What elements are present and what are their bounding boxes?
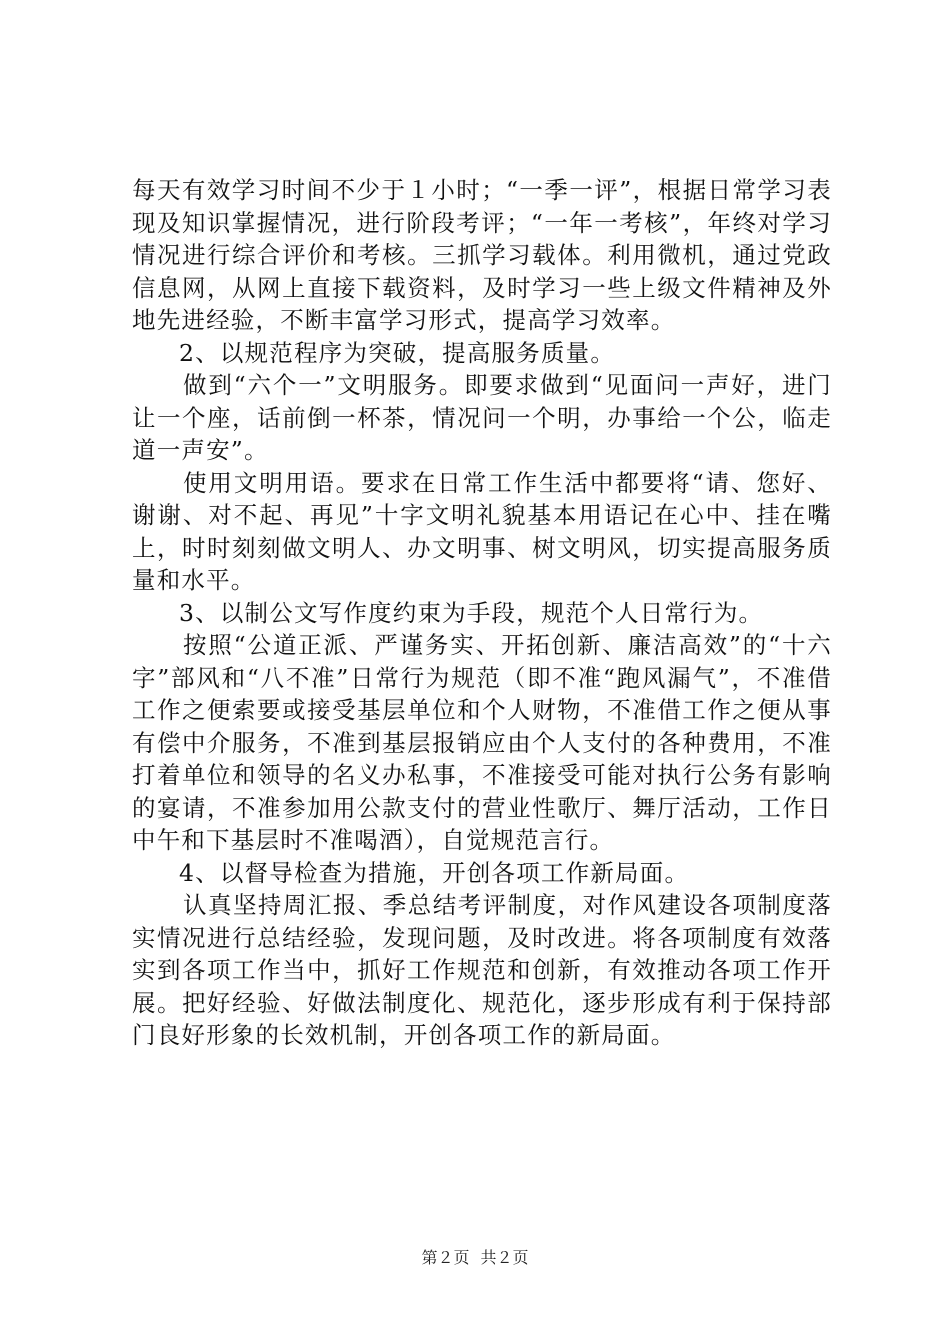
section-heading-3: 3、以制公文写作度约束为手段，规范个人日常行为。	[179, 598, 764, 627]
paragraph-civil-language: 使用文明用语。要求在日常工作生活中都要将“请、您好、谢谢、对不起、再见”十字文明礼貌基本用语记在心中、挂在嘴上，时时刻刻做文明人、办文明事、树文明风，切实提高服务质量和水平。	[132, 468, 832, 594]
paragraph-six-ones: 做到“六个一”文明服务。即要求做到“见面问一声好，进门让一个座，话前倒一杯茶，情况问一个明，办事给一个公，临走道一声安”。	[132, 371, 832, 464]
section-heading-4: 4、以督导检查为措施，开创各项工作新局面。	[179, 858, 690, 887]
page-footer	[0, 1245, 950, 1268]
paragraph-conduct-rules: 按照“公道正派、严谨务实、开拓创新、廉洁高效”的“十六字”部风和“八不准”日常行为规范（即不准“跑风漏气”，不准借工作之便索要或接受基层单位和个人财物，不准借工作之便从事有偿中介服务，不准到基层报销应由个人支付的各种费用，不准打着单位和领导的名义办私事，不准接受可能对执行公务有影响的宴请，不准参加用公款支付的营业性歌厅、舞厅活动，工作日中午和下基层时不准喝酒），自觉规范言行。	[132, 631, 832, 854]
section-heading-2: 2、以规范程序为突破，提高服务质量。	[179, 338, 616, 367]
paragraph-continuation: 每天有效学习时间不少于１小时；“一季一评”，根据日常学习表现及知识掌握情况，进行阶段考评；“一年一考核”，年终对学习情况进行综合评价和考核。三抓学习载体。利用微机，通过党政信息网，从网上直接下载资料，及时学习一些上级文件精神及外地先进经验，不断丰富学习形式，提高学习效率。	[132, 176, 832, 334]
page-total: 共２页	[480, 1248, 529, 1267]
page-number: 第２页	[421, 1248, 470, 1267]
document-body	[132, 174, 832, 1052]
paragraph-supervision: 认真坚持周汇报、季总结考评制度，对作风建设各项制度落实情况进行总结经验，发现问题，及时改进。将各项制度有效落实到各项工作当中，抓好工作规范和创新，有效推动各项工作开展。把好经验、好做法制度化、规范化，逐步形成有利于保持部门良好形象的长效机制，开创各项工作的新局面。	[132, 891, 832, 1049]
